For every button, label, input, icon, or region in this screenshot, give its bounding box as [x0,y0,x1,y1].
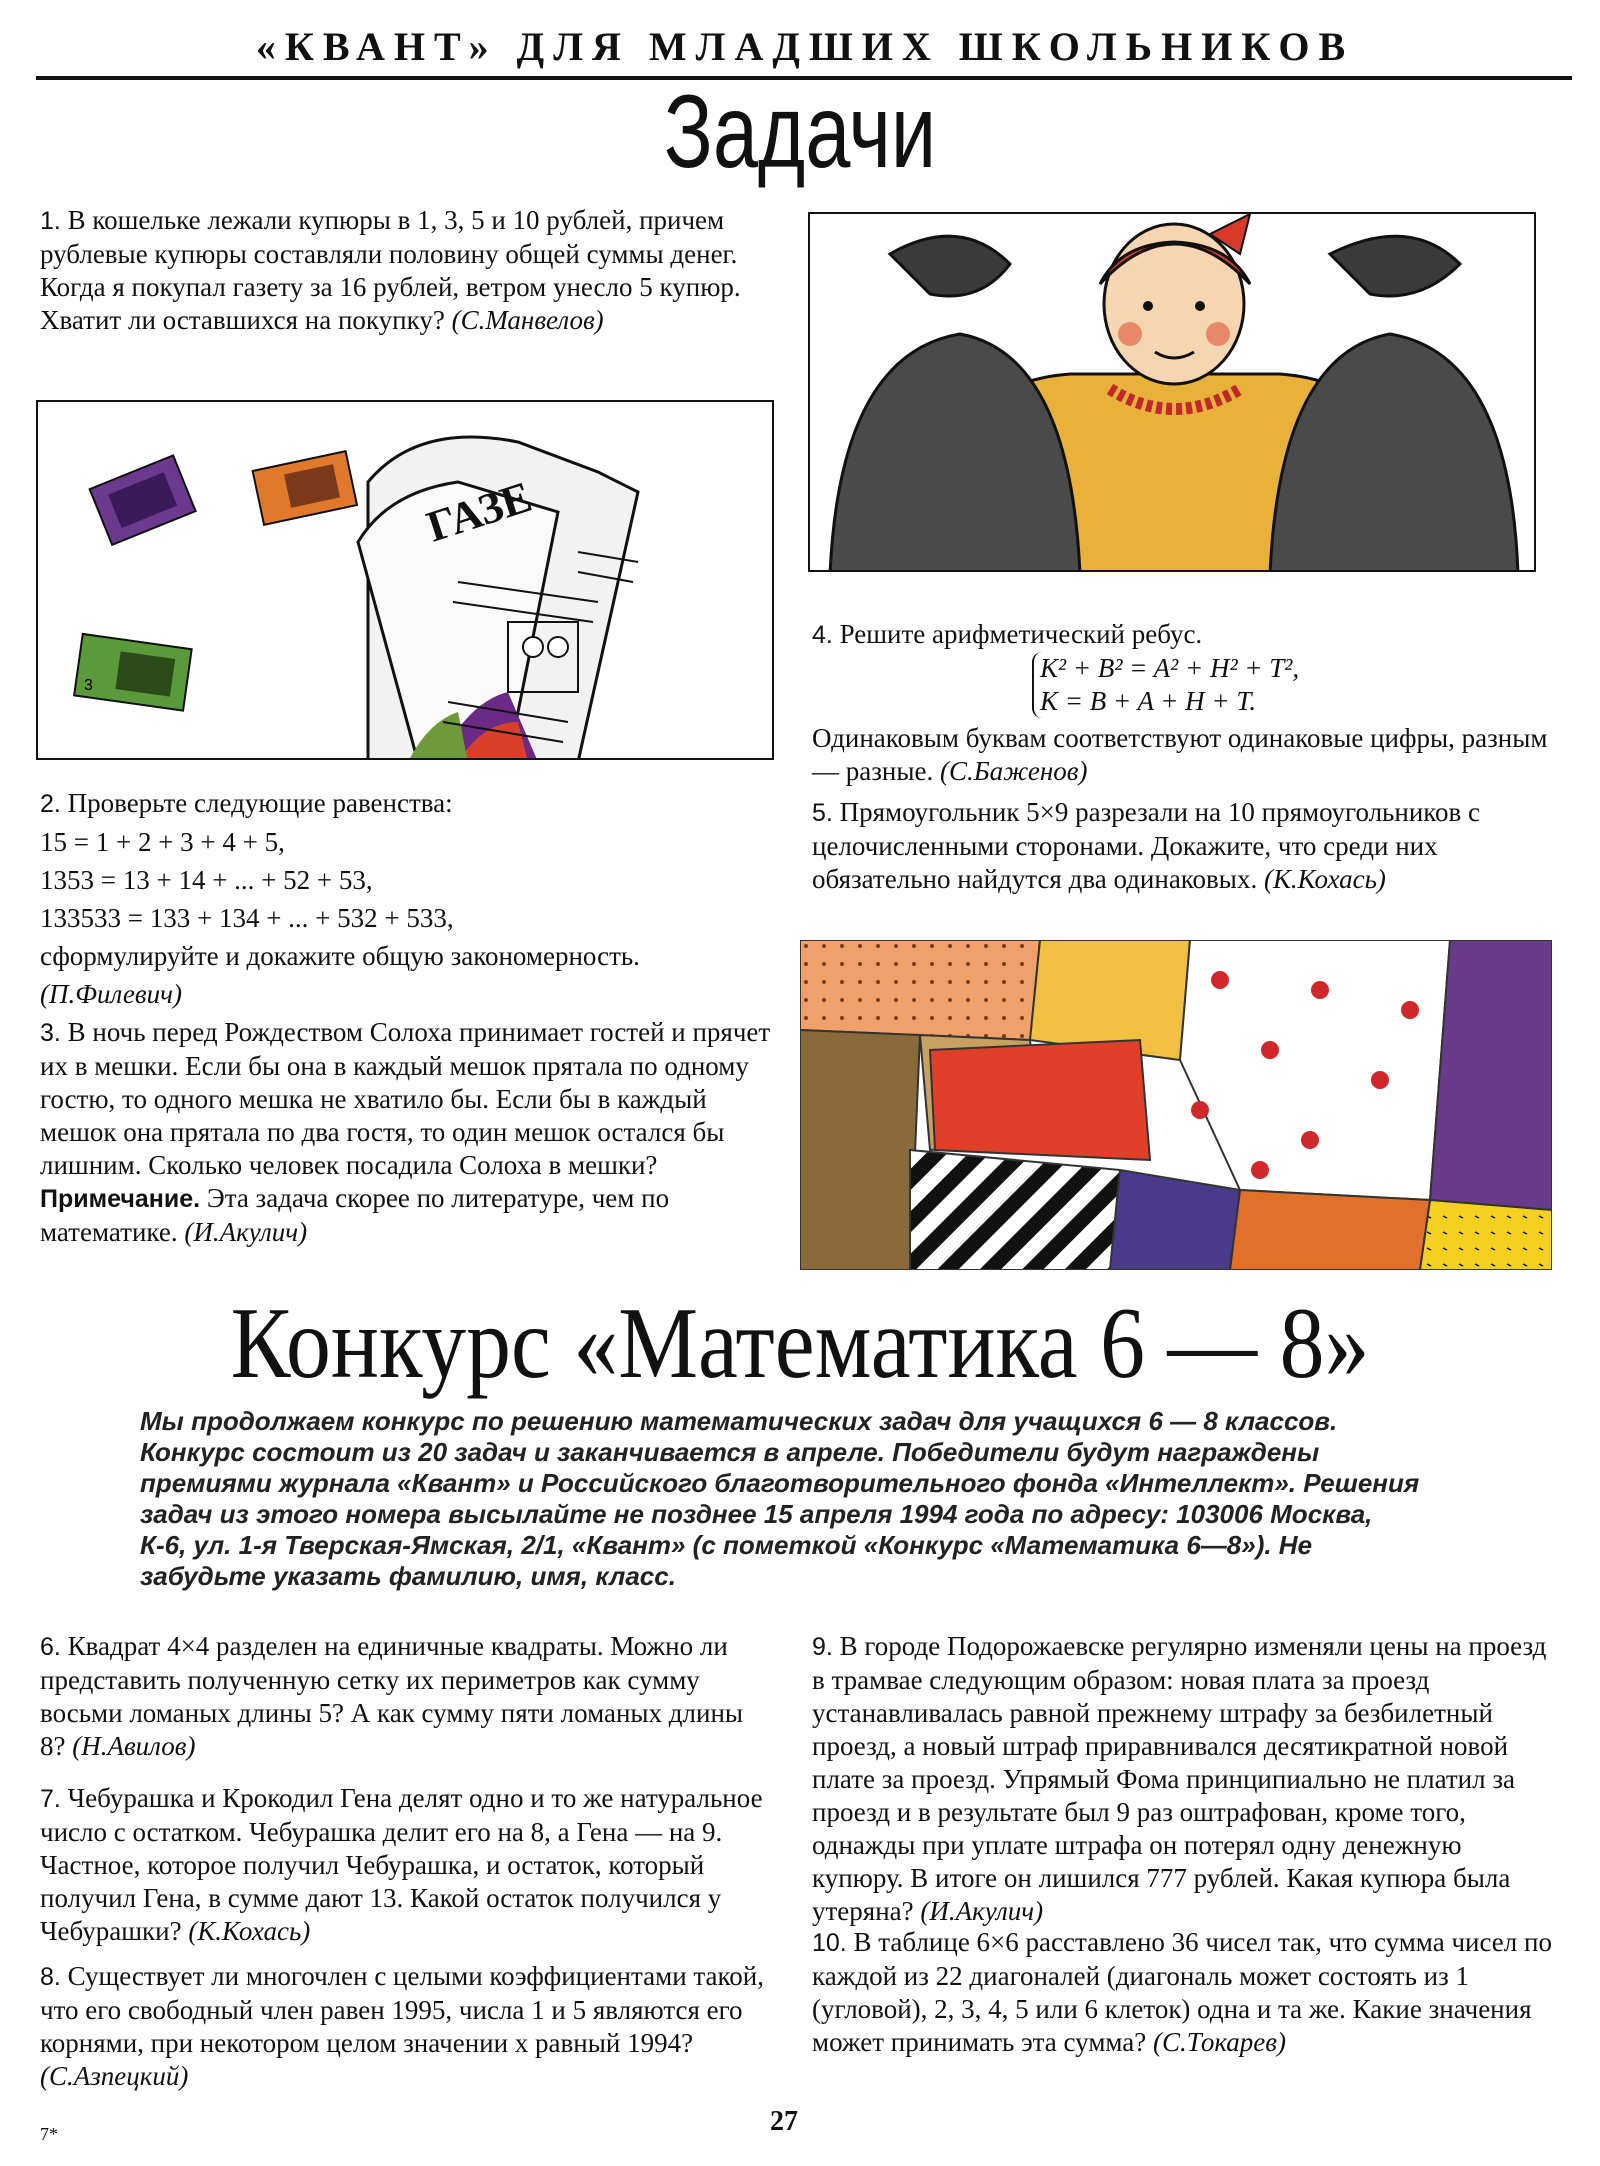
problem-text: Чебурашка и Крокодил Гена делят одно и то же натуральное число с остатком. Чебурашка делит его на 8, а Гена — на 9. Частное, которое получил Чебурашка, и остаток, который получил Гена, в сумме дают 13. Какой остаток получился у Чебурашки? [40,1783,763,1946]
problem-9 [812,1630,1557,1928]
section-title: Задачи [663,74,937,190]
note-label: Примечание. [40,1185,201,1213]
problem-number: 9. [812,1633,833,1661]
equality-1: 15 = 1 + 2 + 3 + 4 + 5, [40,827,285,857]
problem-1 [40,204,775,337]
equality-2: 1353 = 13 + 14 + ... + 52 + 53, [40,865,373,895]
problem-6 [40,1630,775,1763]
problem-number: 1. [40,207,61,235]
problem-text: В таблице 6×6 расставлено 36 чисел так, что сумма чисел по каждой из 22 диагоналей (диагональ может состоять из 1 (угловой), 2, 3, 4, 5 или 6 клеток) одна и та же. Какие значения может принимать эта сумма? [812,1927,1552,2057]
problem-author: (С.Азпецкий) [40,2061,189,2091]
solokha-drawing [810,214,1536,572]
rebus-equation-1: K² + B² = A² + H² + T², [1040,653,1300,683]
newspaper-headline: ГАЗЕ [420,472,538,552]
bill-denomination: 3 [84,677,93,694]
problem-number: 8. [40,1963,61,1991]
note-text: Эта задача скорее по литературе, чем по математике. [40,1183,670,1247]
problem-number: 6. [40,1633,61,1661]
problem-5 [812,796,1552,896]
newspaper-illustration [36,400,774,760]
rebus-equation-2: K = B + A + H + T. [1040,686,1257,716]
problem-author: (Н.Авилов) [72,1731,196,1761]
page-number: 27 [770,2106,798,2137]
problem-7 [40,1782,775,1948]
problem-text: Одинаковым буквам соответствуют одинаковые цифры, разным — разные. [812,723,1548,786]
problem-author: (С.Манвелов) [451,305,604,335]
problem-text: Квадрат 4×4 разделен на единичные квадраты. Можно ли представить полученную сетку их периметров как сумму восьми ломаных длины 5? А как сумму пяти ломаных длины 8? [40,1631,744,1761]
running-title: «КВАНТ» ДЛЯ МЛАДШИХ ШКОЛЬНИКОВ [255,24,1355,69]
problem-author: (С.Токарев) [1153,2027,1286,2057]
problem-author: (С.Баженов) [939,756,1088,786]
solokha-illustration [808,212,1536,572]
problem-4 [812,618,1552,788]
problem-number: 2. [40,790,61,818]
problem-text: Прямоугольник 5×9 разрезали на 10 прямоугольников с целочисленными сторонами. Докажите, что среди них обязательно найдутся два одинаковых. [812,797,1481,894]
problem-8 [40,1960,775,2093]
problem-text: сформулируйте и докажите общую закономерность. [40,941,640,971]
newspaper-drawing [38,402,774,760]
problem-3 [40,1016,775,1249]
problem-lead: Решите арифметический ребус. [839,619,1203,649]
problem-author: (К.Кохась) [188,1916,311,1946]
problem-2 [40,784,775,1013]
signature-mark: 7* [40,2124,58,2144]
patchwork-illustration [800,940,1552,1270]
problem-number: 7. [40,1785,61,1813]
problem-text: Существует ли многочлен с целыми коэффициентами такой, что его свободный член равен 1995, числа 1 и 5 являются его корнями, при некотором целом значении x равный 1994? [40,1961,764,2058]
rebus-system [1032,652,1400,718]
problem-number: 4. [812,621,833,649]
problem-lead: Проверьте следующие равенства: [67,788,453,818]
problem-text: В ночь перед Рождеством Солоха принимает гостей и прячет их в мешки. Если бы она в каждый мешок прятала по одному гостю, то одного мешка не хватило бы. Если бы в каждый мешок она прятала по два гостя, то один мешок остался бы лишним. Сколько человек посадила Солоха в мешки? [40,1017,771,1180]
problem-author: (К.Кохась) [1263,864,1386,894]
problem-number: 3. [40,1019,61,1047]
contest-title: Конкурс «Математика 6 — 8» [230,1287,1370,1400]
problem-author: (И.Акулич) [920,1896,1044,1926]
problem-author: (И.Акулич) [184,1217,308,1247]
equality-3: 133533 = 133 + 134 + ... + 532 + 533, [40,903,454,933]
problem-number: 10. [812,1929,847,1957]
problem-text: В кошельке лежали купюры в 1, 3, 5 и 10 рублей, причем рублевые купюры составляли половину общей суммы денег. Когда я покупал газету за 16 рублей, ветром унесло 5 купюр. Хватит ли оставшихся на покупку? [40,205,741,335]
patchwork-drawing [800,940,1552,1270]
problem-author: (П.Филевич) [40,979,182,1009]
problem-10 [812,1926,1557,2059]
problem-text: В городе Подорожаевске регулярно изменяли цены на проезд в трамвае следующим образом: новая плата за проезд устанавливалась равной прежнему штрафу за безбилетный проезд, а новый штраф приравнивался десятикратной новой плате за проезд. Упрямый Фома принципиально не платил за проезд и в результате был 9 раз оштрафован, кроме того, однажды при уплате штрафа он потерял одну денежную купюру. В итоге он лишился 777 рублей. Какая купюра была утеряна? [812,1631,1547,1926]
contest-intro: Мы продолжаем конкурс по решению математических задач для учащихся 6 — 8 классов. Конкурс состоит из 20 задач и заканчивается в апреле. Победители будут награждены премиями журнала «Квант» и Российского благотворительного фонда «Интеллект». Решения задач из этого номера высылайте не позднее 15 апреля 1994 года по адресу: 103006 Москва, К-6, ул. 1-я Тверская-Ямская, 2/1, «Квант» (с пометкой «Конкурс «Математика 6—8»). Не забудьте указать фамилию, имя, класс. [140,1406,1420,1591]
problem-number: 5. [812,799,833,827]
